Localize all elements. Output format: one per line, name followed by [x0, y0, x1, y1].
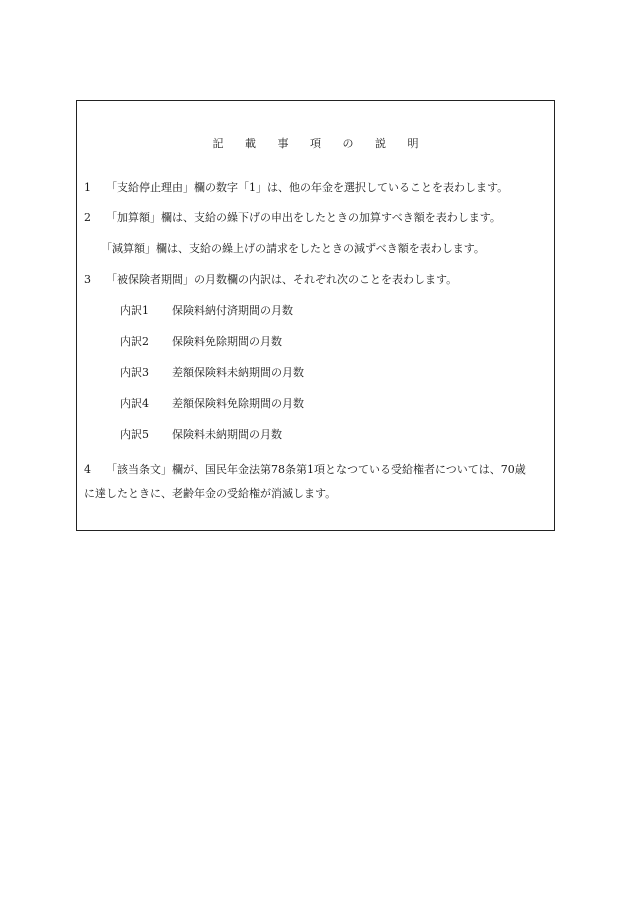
- item-text: 「該当条文」欄が、国民年金法第78条第1項となつている受給権者については、70歳: [106, 463, 526, 476]
- breakdown-label: 内訳3: [120, 366, 149, 379]
- breakdown-text: 保険料免除期間の月数: [172, 335, 282, 348]
- breakdown-text: 保険料未納期間の月数: [172, 428, 282, 441]
- breakdown-text: 保険料納付済期間の月数: [172, 304, 293, 317]
- breakdown-label: 内訳2: [120, 335, 149, 348]
- page-title: 記 載 事 項 の 説 明: [212, 137, 428, 150]
- item-text: 「支給停止理由」欄の数字「1」は、他の年金を選択していることを表わします。: [106, 181, 509, 194]
- item-number: 1: [84, 181, 91, 194]
- item-number: 4: [84, 463, 91, 476]
- item-4-continued: [84, 487, 336, 500]
- breakdown-1: [120, 304, 293, 317]
- breakdown-label: 内訳4: [120, 397, 149, 410]
- item-2-continued: [101, 242, 485, 255]
- item-4: [84, 463, 526, 476]
- item-text: 「被保険者期間」の月数欄の内訳は、それぞれ次のことを表わします。: [106, 273, 458, 286]
- breakdown-text: 差額保険料免除期間の月数: [172, 397, 304, 410]
- item-number: 2: [84, 211, 91, 224]
- item-text: に達したときに、老齢年金の受給権が消滅します。: [84, 487, 337, 500]
- item-text: 「加算額」欄は、支給の繰下げの申出をしたときの加算すべき額を表わします。: [106, 211, 501, 224]
- item-3: [84, 273, 457, 286]
- breakdown-text: 差額保険料未納期間の月数: [172, 366, 304, 379]
- item-text: 「減算額」欄は、支給の繰上げの請求をしたときの減ずべき額を表わします。: [101, 242, 485, 255]
- item-1: [84, 181, 508, 194]
- breakdown-label: 内訳1: [120, 304, 149, 317]
- breakdown-label: 内訳5: [120, 428, 149, 441]
- breakdown-5: [120, 428, 282, 441]
- breakdown-2: [120, 335, 282, 348]
- explanation-box: [76, 100, 555, 531]
- item-2: [84, 211, 501, 224]
- breakdown-3: [120, 366, 304, 379]
- item-number: 3: [84, 273, 91, 286]
- breakdown-4: [120, 397, 304, 410]
